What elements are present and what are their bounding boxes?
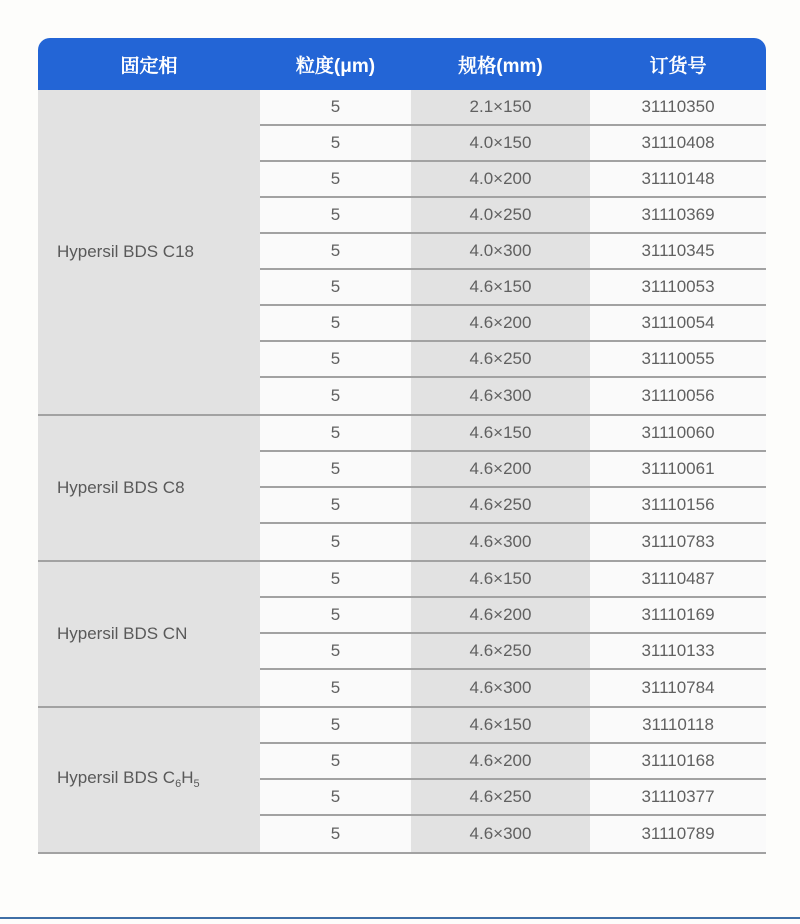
particle-size-cell: 5: [260, 342, 411, 376]
dimension-cell: 4.6×250: [411, 634, 590, 668]
dimension-cell: 4.0×250: [411, 198, 590, 232]
table-row: [260, 162, 766, 198]
particle-size-cell: 5: [260, 452, 411, 486]
table-row: [260, 306, 766, 342]
particle-size-cell: 5: [260, 744, 411, 778]
dimension-cell: 4.6×300: [411, 816, 590, 852]
particle-size-cell: 5: [260, 634, 411, 668]
order-number-cell: 31110118: [590, 708, 766, 742]
table-row: [260, 126, 766, 162]
phase-name: [57, 768, 200, 791]
dimension-cell: 4.6×150: [411, 708, 590, 742]
phase-name-segment: Hypersil BDS C8: [57, 477, 185, 497]
group-rows: [260, 90, 766, 414]
order-number-cell: 31110408: [590, 126, 766, 160]
table-row: [260, 524, 766, 560]
table-row: [260, 452, 766, 488]
particle-size-cell: 5: [260, 562, 411, 596]
phase-group: [38, 90, 766, 414]
particle-size-cell: 5: [260, 488, 411, 522]
dimension-cell: 4.6×200: [411, 598, 590, 632]
group-rows: [260, 416, 766, 560]
table-row: [260, 488, 766, 524]
order-number-cell: 31110156: [590, 488, 766, 522]
particle-size-cell: 5: [260, 90, 411, 124]
phase-group: [38, 706, 766, 852]
table-row: [260, 270, 766, 306]
particle-size-cell: 5: [260, 780, 411, 814]
dimension-cell: 4.6×300: [411, 378, 590, 414]
phase-name-segment: Hypersil BDS C: [57, 768, 176, 788]
table-row: [260, 562, 766, 598]
order-number-cell: 31110789: [590, 816, 766, 852]
table-row: [260, 634, 766, 670]
phase-name-cell: [38, 562, 260, 706]
header-cell-particle-size: 粒度(μm): [295, 55, 376, 77]
order-number-cell: 31110369: [590, 198, 766, 232]
particle-size-cell: 5: [260, 198, 411, 232]
table-row: [260, 708, 766, 744]
order-number-cell: 31110169: [590, 598, 766, 632]
phase-group: [38, 560, 766, 706]
particle-size-cell: 5: [260, 416, 411, 450]
phase-name: [57, 242, 194, 262]
phase-name-cell: [38, 416, 260, 560]
order-number-cell: 31110133: [590, 634, 766, 668]
particle-size-cell: 5: [260, 234, 411, 268]
dimension-cell: 4.6×300: [411, 524, 590, 560]
particle-size-cell: 5: [260, 670, 411, 706]
phase-name-segment: Hypersil BDS C18: [57, 241, 194, 261]
particle-size-cell: 5: [260, 816, 411, 852]
table-row: [260, 816, 766, 852]
table-row: [260, 744, 766, 780]
dimension-cell: 4.6×250: [411, 488, 590, 522]
phase-name-segment: Hypersil BDS CN: [57, 623, 188, 643]
phase-name-segment: 6: [175, 778, 182, 791]
particle-size-cell: 5: [260, 378, 411, 414]
dimension-cell: 4.6×200: [411, 306, 590, 340]
particle-size-cell: 5: [260, 306, 411, 340]
phase-name-cell: [38, 708, 260, 852]
order-number-cell: 31110345: [590, 234, 766, 268]
header-cell-dimensions: 规格(mm): [458, 55, 543, 77]
dimension-cell: 4.6×150: [411, 562, 590, 596]
order-number-cell: 31110148: [590, 162, 766, 196]
order-number-cell: 31110487: [590, 562, 766, 596]
table-row: [260, 378, 766, 414]
order-number-cell: 31110350: [590, 90, 766, 124]
table-row: [260, 90, 766, 126]
dimension-cell: 4.6×250: [411, 342, 590, 376]
group-rows: [260, 562, 766, 706]
table-row: [260, 234, 766, 270]
dimension-cell: 2.1×150: [411, 90, 590, 124]
dimension-cell: 4.0×300: [411, 234, 590, 268]
particle-size-cell: 5: [260, 598, 411, 632]
dimension-cell: 4.0×150: [411, 126, 590, 160]
order-number-cell: 31110783: [590, 524, 766, 560]
order-number-cell: 31110055: [590, 342, 766, 376]
phase-name-segment: H: [181, 768, 194, 788]
table-row: [260, 670, 766, 706]
dimension-cell: 4.6×150: [411, 270, 590, 304]
order-number-cell: 31110060: [590, 416, 766, 450]
header-cell-order-number: 订货号: [649, 55, 707, 77]
table-row: [260, 416, 766, 452]
dimension-cell: 4.6×200: [411, 452, 590, 486]
order-number-cell: 31110056: [590, 378, 766, 414]
phase-name: [57, 624, 187, 644]
table-row: [260, 198, 766, 234]
dimension-cell: 4.6×250: [411, 780, 590, 814]
phase-name-segment: 5: [193, 778, 200, 791]
dimension-cell: 4.0×200: [411, 162, 590, 196]
group-rows: [260, 708, 766, 852]
particle-size-cell: 5: [260, 524, 411, 560]
order-number-cell: 31110377: [590, 780, 766, 814]
table-header: [38, 38, 766, 90]
particle-size-cell: 5: [260, 126, 411, 160]
bottom-accent-line: [0, 917, 800, 919]
order-number-cell: 31110061: [590, 452, 766, 486]
table-row: [260, 598, 766, 634]
order-number-cell: 31110784: [590, 670, 766, 706]
order-number-cell: 31110168: [590, 744, 766, 778]
particle-size-cell: 5: [260, 708, 411, 742]
table-row: [260, 780, 766, 816]
order-number-cell: 31110054: [590, 306, 766, 340]
phase-name-cell: [38, 90, 260, 414]
header-cell-stationary-phase: 固定相: [120, 55, 178, 77]
order-number-cell: 31110053: [590, 270, 766, 304]
table-body: [38, 90, 766, 854]
dimension-cell: 4.6×300: [411, 670, 590, 706]
dimension-cell: 4.6×150: [411, 416, 590, 450]
table-row: [260, 342, 766, 378]
dimension-cell: 4.6×200: [411, 744, 590, 778]
particle-size-cell: 5: [260, 270, 411, 304]
phase-group: [38, 414, 766, 560]
phase-name: [57, 478, 185, 498]
particle-size-cell: 5: [260, 162, 411, 196]
product-table: [38, 38, 766, 854]
